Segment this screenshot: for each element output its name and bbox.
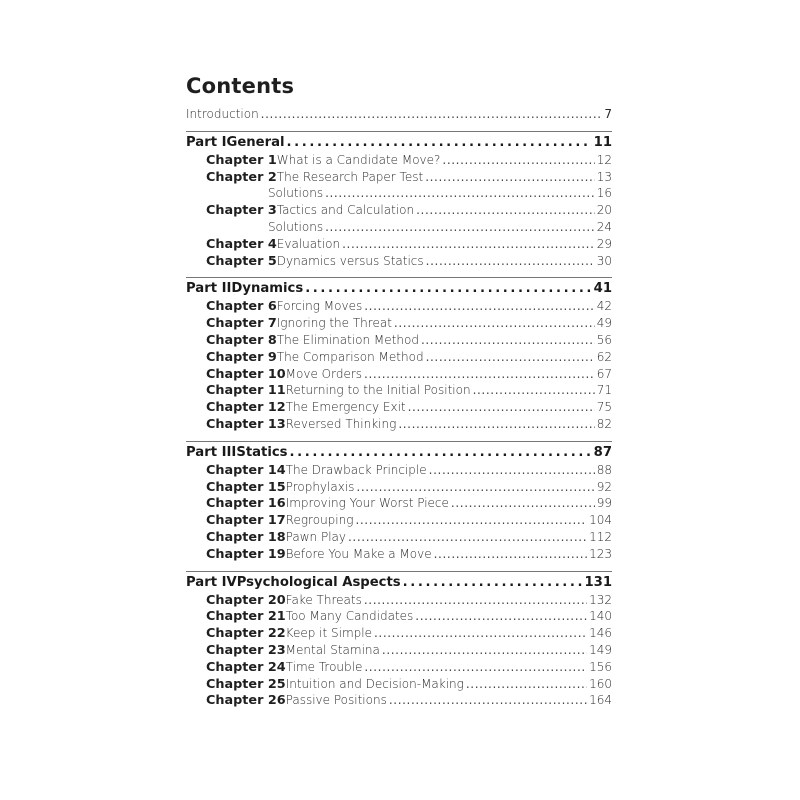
chapter-title: Too Many Candidates	[285, 609, 414, 624]
part-label: Part I	[186, 134, 227, 150]
toc-part-heading	[186, 280, 612, 298]
toc-part-heading	[186, 134, 612, 152]
dot-leader	[342, 236, 595, 253]
page-title: Contents	[186, 74, 295, 98]
chapter-label: Chapter 18	[206, 529, 286, 545]
chapter-title: Keep it Simple	[285, 626, 372, 641]
dot-leader	[425, 169, 595, 186]
page-number: 16	[596, 186, 612, 201]
chapter-label: Chapter 1	[206, 152, 277, 168]
toc-chapter-entry	[186, 479, 612, 496]
toc-chapter-entry	[186, 332, 612, 349]
chapter-label: Chapter 4	[206, 236, 277, 252]
toc-chapter-entry	[186, 495, 612, 512]
part-title: Statics	[236, 444, 288, 460]
toc-chapter-entry	[186, 253, 612, 270]
page-number: 149	[589, 642, 612, 657]
page-number: 67	[596, 366, 612, 381]
chapter-label: Chapter 16	[206, 496, 286, 512]
page-number: 49	[596, 316, 612, 331]
dot-leader	[416, 202, 595, 219]
dot-leader	[466, 676, 587, 693]
page-number: 88	[596, 462, 612, 477]
chapter-label: Chapter 20	[206, 592, 286, 608]
dot-leader	[290, 444, 592, 462]
toc-part-heading	[186, 444, 612, 462]
chapter-title: Regrouping	[285, 513, 354, 528]
chapter-label: Chapter 24	[206, 659, 286, 675]
chapter-label: Chapter 10	[206, 366, 286, 382]
chapter-title: Tactics and Calculation	[276, 203, 415, 218]
page-number: 99	[596, 496, 612, 511]
page-number: 132	[589, 592, 612, 607]
toc-chapter-entry	[186, 512, 612, 529]
toc-chapter-entry	[186, 236, 612, 253]
dot-leader	[348, 529, 587, 546]
chapter-title: Ignoring the Threat	[276, 316, 392, 331]
page-number: 56	[596, 332, 612, 347]
dot-leader	[364, 298, 594, 315]
part-label: Part II	[186, 281, 232, 297]
dot-leader	[442, 152, 594, 169]
part-separator	[186, 131, 612, 132]
chapter-label: Chapter 19	[206, 546, 286, 562]
dot-leader	[364, 592, 587, 609]
page-number: 112	[589, 529, 612, 544]
chapter-title: The Drawback Principle	[285, 462, 427, 477]
dot-leader	[434, 546, 587, 563]
chapter-label: Chapter 17	[206, 513, 286, 529]
chapter-title: The Research Paper Test	[276, 169, 424, 184]
chapter-label: Chapter 22	[206, 626, 286, 642]
chapter-title: The Elimination Method	[276, 332, 419, 347]
toc-chapter-entry	[186, 349, 612, 366]
dot-leader	[403, 574, 583, 592]
page-number: 123	[589, 546, 612, 561]
dot-leader	[364, 659, 587, 676]
chapter-title: The Emergency Exit	[285, 400, 406, 415]
dot-leader	[261, 106, 603, 123]
toc-chapter-entry	[186, 315, 612, 332]
dot-leader	[325, 185, 595, 202]
page-number: 87	[593, 444, 612, 460]
chapter-label: Chapter 21	[206, 609, 286, 625]
chapter-title: Intuition and Decision-Making	[285, 676, 464, 691]
toc-chapter-entry	[186, 416, 612, 433]
dot-leader	[451, 495, 595, 512]
chapter-title: Returning to the Initial Position	[285, 383, 471, 398]
toc-chapter-entry	[186, 298, 612, 315]
chapter-title: The Comparison Method	[276, 349, 424, 364]
chapter-label: Chapter 23	[206, 642, 286, 658]
page-number: 140	[589, 609, 612, 624]
toc-chapter-entry	[186, 642, 612, 659]
toc-chapter-entry	[186, 659, 612, 676]
page-number: 30	[596, 253, 612, 268]
chapter-title: Improving Your Worst Piece	[285, 496, 449, 511]
chapter-title: Before You Make a Move	[285, 546, 432, 561]
toc-parts	[186, 131, 612, 709]
chapter-label: Chapter 6	[206, 299, 277, 315]
dot-leader	[415, 608, 587, 625]
chapter-label: Chapter 5	[206, 253, 277, 269]
page-number: 156	[589, 659, 612, 674]
chapter-label: Chapter 2	[206, 169, 277, 185]
chapter-title: Move Orders	[285, 366, 363, 381]
page-number: 146	[589, 626, 612, 641]
page-number: 75	[596, 400, 612, 415]
chapter-title: Time Trouble	[285, 659, 363, 674]
page-number: 12	[596, 152, 612, 167]
dot-leader	[426, 349, 595, 366]
page-number: 41	[593, 281, 612, 297]
part-title: Psychological Aspects	[236, 574, 401, 590]
toc-chapter-entry	[186, 382, 612, 399]
dot-leader	[287, 134, 592, 152]
dot-leader	[364, 366, 595, 383]
dot-leader	[305, 280, 591, 298]
toc-chapter-entry	[186, 462, 612, 479]
page-number: 13	[596, 169, 612, 184]
chapter-label: Chapter 11	[206, 383, 286, 399]
dot-leader	[426, 253, 595, 270]
part-label: Part III	[186, 444, 237, 460]
page-number: 104	[589, 513, 612, 528]
page-number: 20	[596, 203, 612, 218]
toc-chapter-entry	[186, 202, 612, 219]
toc-chapter-entry	[186, 676, 612, 693]
chapter-label: Chapter 3	[206, 203, 277, 219]
chapter-title: Mental Stamina	[285, 642, 380, 657]
chapter-title: Forcing Moves	[276, 299, 363, 314]
chapter-title: Reversed Thinking	[285, 416, 397, 431]
chapter-title: Solutions	[267, 186, 324, 201]
page-number: 92	[596, 479, 612, 494]
chapter-title: Prophylaxis	[285, 479, 355, 494]
dot-leader	[408, 399, 595, 416]
toc-chapter-entry	[186, 608, 612, 625]
part-separator	[186, 277, 612, 278]
dot-leader	[421, 332, 595, 349]
toc-part-heading	[186, 574, 612, 592]
toc-chapter-entry	[186, 152, 612, 169]
toc-chapter-entry	[186, 169, 612, 186]
chapter-label: Chapter 14	[206, 462, 286, 478]
chapter-label: Chapter 15	[206, 479, 286, 495]
page-number: 62	[596, 349, 612, 364]
toc-solutions-entry	[186, 219, 612, 236]
toc-chapter-entry	[186, 625, 612, 642]
chapter-label: Chapter 25	[206, 676, 286, 692]
contents-page	[186, 72, 612, 709]
dot-leader	[394, 315, 595, 332]
dot-leader	[356, 479, 594, 496]
chapter-title: Fake Threats	[285, 592, 362, 607]
part-separator	[186, 571, 612, 572]
page-number: 7	[604, 107, 612, 121]
page-number: 160	[589, 676, 612, 691]
page-number: 11	[593, 134, 612, 150]
toc-chapter-entry	[186, 366, 612, 383]
chapter-label: Chapter 12	[206, 400, 286, 416]
toc-chapter-entry	[186, 592, 612, 609]
chapter-label: Chapter 26	[206, 693, 286, 709]
toc-chapter-entry	[186, 399, 612, 416]
toc-solutions-entry	[186, 185, 612, 202]
chapter-label: Chapter 13	[206, 416, 286, 432]
toc-chapter-entry	[186, 529, 612, 546]
toc-chapter-entry	[186, 692, 612, 709]
page-number: 131	[584, 574, 612, 590]
dot-leader	[389, 692, 587, 709]
dot-leader	[382, 642, 587, 659]
chapter-title: Passive Positions	[285, 693, 387, 708]
dot-leader	[473, 382, 595, 399]
chapter-title: Solutions	[267, 219, 324, 234]
page-number: 29	[596, 236, 612, 251]
page-number: 164	[589, 693, 612, 708]
page-number: 24	[596, 219, 612, 234]
chapter-title: Evaluation	[276, 236, 341, 251]
dot-leader	[355, 512, 587, 529]
part-title: Dynamics	[231, 281, 304, 297]
dot-leader	[429, 462, 595, 479]
part-separator	[186, 441, 612, 442]
page-number: 82	[596, 416, 612, 431]
chapter-label: Chapter 8	[206, 332, 277, 348]
page-number: 71	[596, 383, 612, 398]
chapter-title: Dynamics versus Statics	[276, 253, 424, 268]
chapter-label: Chapter 9	[206, 349, 277, 365]
dot-leader	[398, 416, 594, 433]
toc-entry-introduction	[186, 106, 612, 123]
chapter-title: Pawn Play	[285, 529, 346, 544]
entry-title: Introduction	[186, 107, 259, 121]
part-title: General	[226, 134, 285, 150]
chapter-label: Chapter 7	[206, 316, 277, 332]
chapter-title: What is a Candidate Move?	[276, 152, 441, 167]
toc-chapter-entry	[186, 546, 612, 563]
part-label: Part IV	[186, 574, 237, 590]
page-number: 42	[596, 299, 612, 314]
dot-leader	[374, 625, 587, 642]
dot-leader	[325, 219, 595, 236]
